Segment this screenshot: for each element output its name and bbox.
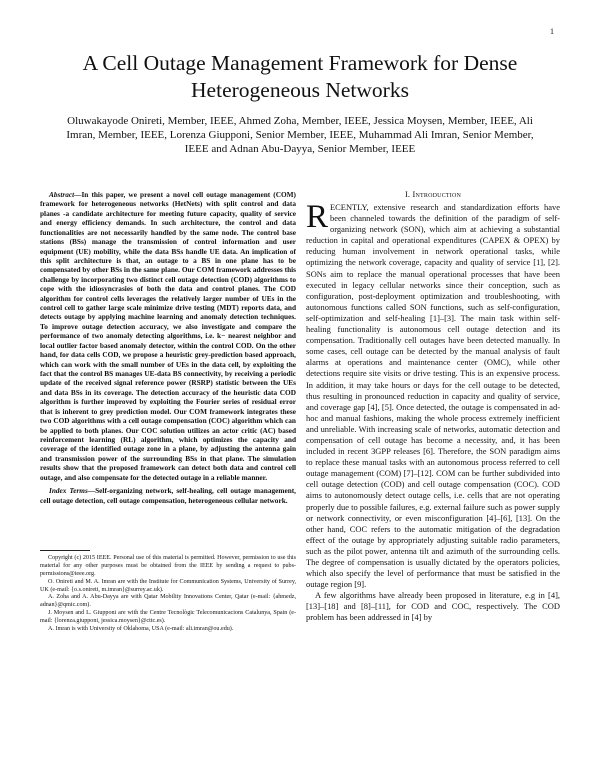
footnote-affiliation-surrey: O. Onireti and M. A. Imran are with the Institute for Communication Systems, University of Surrey, UK (e-mail: {o.s.onireti, m.imran}@surrey.ac.uk). <box>40 578 296 593</box>
paper-title: A Cell Outage Management Framework for Dense Heterogeneous Networks <box>82 51 518 102</box>
footnote-affiliation-qmic: A. Zoha and A. Abu-Dayya are with Qatar Mobility Innovations Center, Qatar (e-mail: {ahmedz, adnan}@qmic.com). <box>40 594 296 609</box>
abstract <box>40 190 296 482</box>
section-heading: I. Introduction <box>404 190 462 199</box>
drop-cap: R <box>306 199 329 235</box>
index-terms-text: —Self-organizing network, self-healing, cell outage management, cell outage detection, cell outage compensation, heterogeneous cellular network. <box>40 486 297 505</box>
intro-paragraph-1 <box>306 199 560 590</box>
intro-paragraph-2: A few algorithms have already been proposed in literature, e.g in [4], [13]–[18] and [8]–[11], for COD and COC, respectively. The COD problem has been addressed in [4] by <box>306 590 560 623</box>
index-terms-label: Index Terms <box>49 486 88 496</box>
footnote-affiliation-cttc: J. Moysen and L. Giupponi are with the Centre Tecnològic Telecomunicacions Catalunya, Spain (e-mail: {lorenza.giupponi, jessica.moysen}@cttc.es). <box>40 610 296 625</box>
intro-paragraph-1-text: extensive research and standardization efforts have been channeled towards the definition of the paradigm of self-organizing network (SON), which aim at achieving a substantial reduction in capital and operational expenditures (CAPEX & OPEX) by reducing human involvement in network operational tasks, while optimizing the network coverage, capacity and quality of service [1], [2]. SONs aim to replace the manual operational processes that have been executed in legacy cellular networks since their conception, such as configuration, post-deployment optimization and troubleshooting, with autonomous functions called SON functions, such as self-configuration, self-optimization and self-healing [1]–[3]. The main task within self-healing functionality is autonomous cell outage detection and its compensation. Traditionally cell outages have been detected manually. In some cases, cell outage can be detected by the manual analysis of fault alarms at operations and maintenance center (OMC), while other detections require site visits or drive testing. This is an expensive process. In addition, it may take hours or days for the cell outage to be detected, thus resulting in pronounced reduction in capacity and quality of service, and coverage gap [4], [5]. Once detected, the outage is compensated in ad-hoc and manual fashions, making the whole process extremely inefficient and unreliable. With increasing scale of networks, automatic detection and compensation of cell outage has become a necessity, and, it has been included in recent 3GPP releases [6]. Therefore, the SON paradigm aims to replace these manual tasks with an autonomous process referred to cell outage management (COM) [7]–[12]. COM can be further subdivided into cell outage detection (COD) and cell outage compensation (COC). COD aims to autonomously detect outage cells, i.e. cells that are not operating properly due to possible failures, e.g. external failure such as power supply or network connectivity, or even misconfiguration [4]–[6], [13]. On the other hand, COC refers to the automatic mitigation of the degradation effect of the outage by appropriately adjusting suitable radio parameters, such as the pilot power, antenna tilt and azimuth of the surrounding cells. The degree of compensation is usually dictated by the operators policies, which also specify the level of performance that must be satisfied in the outage region [9]. <box>306 202 560 590</box>
abstract-label: Abstract <box>49 190 75 199</box>
right-column <box>306 190 560 624</box>
index-terms <box>40 486 296 505</box>
footnote-affiliation-oklahoma: A. Imran is with University of Oklahoma, USA (e-mail: ali.imran@ou.edu). <box>48 626 234 633</box>
left-column <box>40 190 296 634</box>
footnote-divider <box>40 550 90 551</box>
page-number: 1 <box>550 27 554 36</box>
lead-word: ECENTLY, <box>330 202 369 212</box>
author-list: Oluwakayode Onireti, Member, IEEE, Ahmed Zoha, Member, IEEE, Jessica Moysen, Member, IEEE, Ali Imran, Member, IEEE, Lorenza Giupponi, Senior Member, IEEE, Muhammad Ali Imran, Senior Member, IEEE and Adnan Abu-Dayya, Senior Member, IEEE <box>66 115 534 155</box>
abstract-text: —In this paper, we present a novel cell outage management (COM) framework for heterogeneous networks (HetNets) with split control and data planes -a candidate architecture for meeting future capacity, quality of service and energy efficiency demands. In such architecture, the control and data functionalities are not necessarily handled by the same node. The control base stations (BSs) manage the transmission of control information and user equipment (UE) mobility, while the data BSs handle UE data. An implication of this split architecture is that, an outage to a BS in one plane has to be compensated by other BSs in the same plane. Our COM framework addresses this challenge by incorporating two distinct cell outage detection (COD) algorithms to cope with the idiosyncrasies of both the data and control planes. The COD algorithm for control cells leverages the relatively larger number of UEs in the control cell to gather large scale minimize drive testing (MDT) reports data, and detects outage by applying machine learning and anomaly detection techniques. To improve outage detection accuracy, we also investigate and compare the performance of two anomaly detecting algorithms, i.e. k− nearest neighbor and local outlier factor based anomaly detector, within the control COD. On the other hand, for data cells COD, we propose a heuristic grey-prediction based approach, which can work with the small number of UEs in the data cell, by exploiting the fact that the control BS manages UE-data BS connectivity, by receiving a periodic update of the received signal reference power (RSRP) statistic between the UEs and data BSs in its coverage. The detection accuracy of the heuristic data COD algorithm is further improved by exploiting the Fourier series of residual error that is inherent to grey prediction model. Our COM framework integrates these two COD algorithms with a cell outage compensation (COC) algorithm which can be applied to both planes. Our COC solution utilizes an actor critic (AC) based reinforcement learning (RL) algorithm, which optimizes the capacity and coverage of the identified outage zone in a plane, by adjusting the antenna gain and transmission power of the surrounding BSs in that plane. The simulation results show that the proposed framework can detect both data and control cell outage, and also compensate for the detected outage in a reliable manner. <box>40 190 296 482</box>
footnote-copyright: Copyright (c) 2015 IEEE. Personal use of this material is permitted. However, permission to use this material for any other purposes must be obtained from the IEEE by sending a request to pubs-permissions@ieee.org. <box>40 554 296 577</box>
